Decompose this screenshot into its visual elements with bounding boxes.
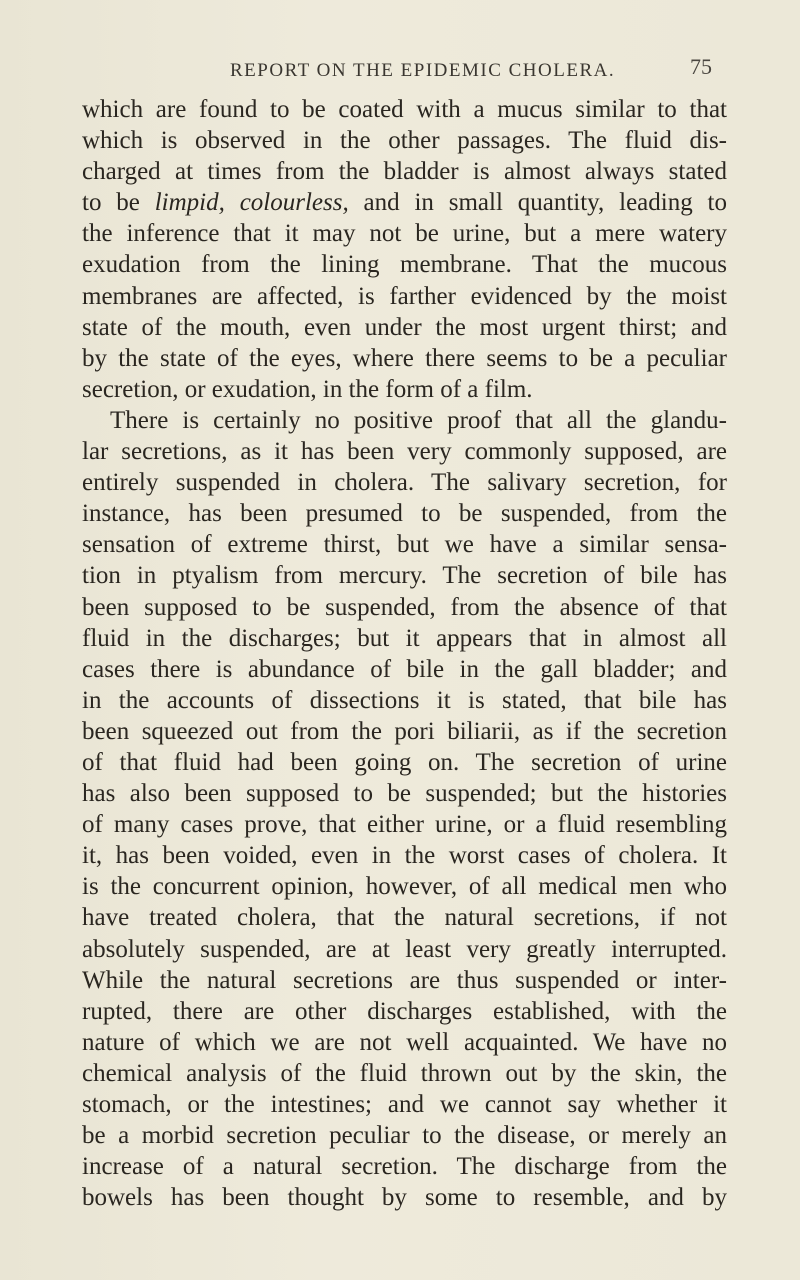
text-line: by the state of the eyes, where there seems to be a peculiar xyxy=(82,344,727,372)
text-line: have treated cholera, that the natural secretions, if not xyxy=(82,904,727,932)
page-number: 75 xyxy=(690,54,712,79)
text-line: the inference that it may not be urine, but a mere watery xyxy=(82,220,727,248)
text-line: chemical analysis of the fluid thrown out by the skin, the xyxy=(82,1059,727,1087)
text-line: There is certainly no positive proof that all the glandu- xyxy=(110,406,727,434)
text-line: exudation from the lining membrane. That the mucous xyxy=(82,251,727,279)
text-line: tion in ptyalism from mercury. The secretion of bile has xyxy=(82,562,727,590)
text-segment: to be xyxy=(82,189,155,217)
text-line: which is observed in the other passages. The fluid dis- xyxy=(82,127,727,155)
text-line: which are found to be coated with a mucus similar to that xyxy=(82,96,727,123)
text-line: it, has been voided, even in the worst cases of cholera. It xyxy=(82,842,727,870)
text-line: bowels has been thought by some to resemble, and by xyxy=(82,1184,727,1212)
text-line: rupted, there are other discharges established, with the xyxy=(82,997,727,1025)
text-line: in the accounts of dissections it is stated, that bile has xyxy=(82,686,727,714)
text-line: sensation of extreme thirst, but we have a similar sensa- xyxy=(82,531,727,559)
text-line: secretion, or exudation, in the form of a film. xyxy=(82,375,533,403)
body-text xyxy=(82,94,727,1213)
italic-text: limpid, colourless, xyxy=(154,189,349,217)
text-line: cases there is abundance of bile in the gall bladder; and xyxy=(82,655,727,683)
text-line xyxy=(82,187,727,218)
text-line: nature of which we are not well acquainted. We have no xyxy=(82,1028,727,1056)
text-line: fluid in the discharges; but it appears that in almost all xyxy=(82,624,727,652)
running-head: REPORT ON THE EPIDEMIC CHOLERA. xyxy=(230,60,616,81)
text-line: has also been supposed to be suspended; but the histories xyxy=(82,780,727,808)
text-line: While the natural secretions are thus suspended or inter- xyxy=(82,966,727,994)
text-line: of many cases prove, that either urine, or a fluid resembling xyxy=(82,811,727,839)
text-line: increase of a natural secretion. The discharge from the xyxy=(82,1153,727,1181)
text-line: membranes are affected, is farther evidenced by the moist xyxy=(82,282,727,310)
text-line: charged at times from the bladder is almost always stated xyxy=(82,158,727,186)
text-line: instance, has been presumed to be suspended, from the xyxy=(82,500,727,528)
text-line: been supposed to be suspended, from the absence of that xyxy=(82,593,727,621)
text-segment: and in small quantity, leading to xyxy=(348,189,727,217)
text-line: lar secretions, as it has been very commonly supposed, are xyxy=(82,438,727,466)
text-line: state of the mouth, even under the most urgent thirst; and xyxy=(82,313,727,341)
text-line: absolutely suspended, are at least very greatly interrupted. xyxy=(82,935,727,963)
text-line: of that fluid had been going on. The secretion of urine xyxy=(82,748,727,776)
page-header xyxy=(0,54,800,90)
text-line: is the concurrent opinion, however, of all medical men who xyxy=(82,873,727,901)
text-line: entirely suspended in cholera. The salivary secretion, for xyxy=(82,469,727,497)
text-line: stomach, or the intestines; and we cannot say whether it xyxy=(82,1091,727,1118)
text-line: been squeezed out from the pori biliarii, as if the secretion xyxy=(82,717,727,745)
text-line: be a morbid secretion peculiar to the disease, or merely an xyxy=(82,1122,727,1150)
